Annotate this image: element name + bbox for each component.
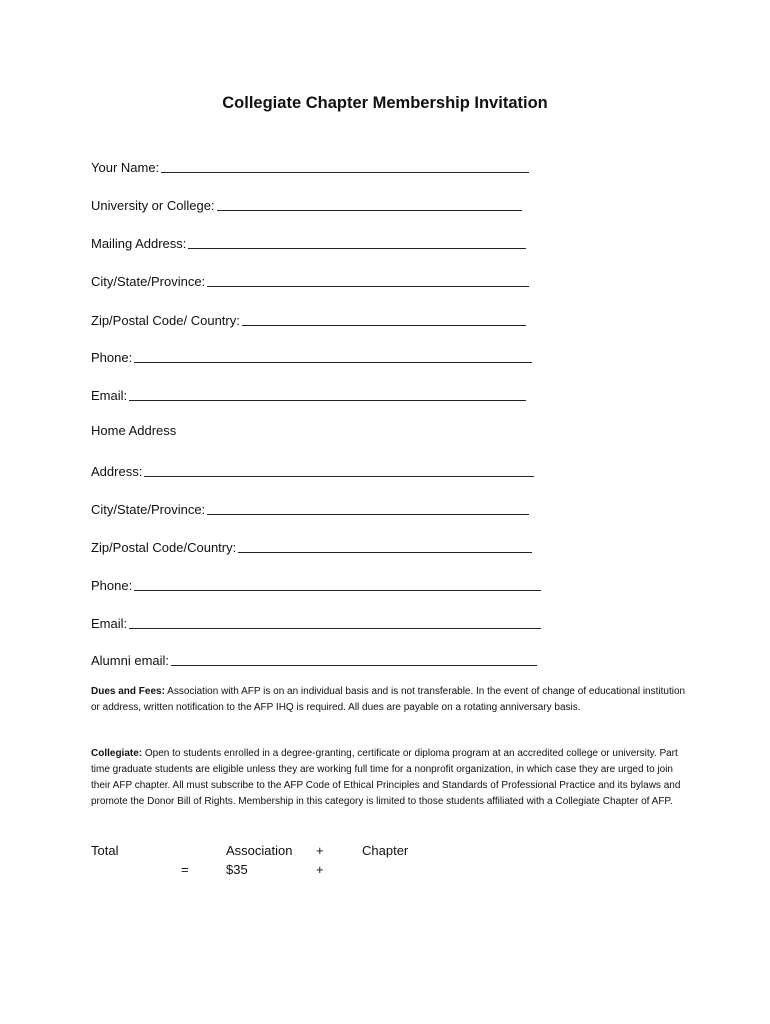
field-label: City/State/Province:	[91, 274, 206, 289]
field-label: Your Name:	[91, 160, 160, 175]
equals-sign: =	[181, 862, 189, 877]
your-name-input[interactable]	[161, 158, 529, 173]
collegiate-text: Open to students enrolled in a degree-granting, certificate or diploma program at an accredited college or university. Part time graduate students are eligible unless they are working full time for a nonprofit organization, in which case they are urged to join their AFP chapter. All must subscribe to the AFP Code of Ethical Principles and Standards of Professional Practice and its bylaws and promote the Donor Bill of Rights. Membership in this category is limited to those students affiliated with a Collegiate Chapter of AFP.	[91, 748, 681, 807]
dues-text: Association with AFP is on an individual basis and is not transferable. In the event of change of educational institution or address, written notification to the AFP IHQ is required. All dues are payable on a rotating anniversary basis.	[91, 686, 686, 713]
field-label: Zip/Postal Code/ Country:	[91, 313, 240, 328]
plus-sign: +	[316, 843, 324, 858]
email-input[interactable]	[129, 386, 526, 401]
university-input[interactable]	[217, 196, 522, 211]
phone-input[interactable]	[134, 348, 532, 363]
field-label: Mailing Address:	[91, 236, 187, 251]
home-zip-postal-country-field[interactable]	[91, 535, 532, 555]
dues-and-fees-paragraph	[91, 684, 691, 716]
city-state-province-field[interactable]	[91, 269, 529, 289]
phone-field[interactable]	[91, 345, 532, 365]
zip-postal-country-input[interactable]	[242, 311, 526, 326]
home-address-field[interactable]	[91, 459, 534, 479]
alumni-email-field[interactable]	[91, 648, 537, 668]
home-zip-postal-country-input[interactable]	[238, 538, 532, 553]
collegiate-paragraph	[91, 746, 691, 810]
field-label: Address:	[91, 464, 143, 479]
total-label: Total	[91, 843, 119, 858]
home-phone-input[interactable]	[134, 576, 541, 591]
home-phone-field[interactable]	[91, 573, 541, 593]
field-label: Zip/Postal Code/Country:	[91, 540, 237, 555]
association-amount: $35	[226, 862, 248, 877]
university-field[interactable]	[91, 193, 522, 213]
field-label: Phone:	[91, 578, 133, 593]
chapter-label: Chapter	[362, 843, 409, 858]
field-label: City/State/Province:	[91, 502, 206, 517]
plus-sign: +	[316, 862, 324, 877]
field-label: Email:	[91, 388, 128, 403]
city-state-province-input[interactable]	[207, 272, 529, 287]
home-email-input[interactable]	[129, 614, 541, 629]
alumni-email-input[interactable]	[171, 651, 537, 666]
home-city-state-province-field[interactable]	[91, 497, 529, 517]
association-label: Association	[226, 843, 293, 858]
home-email-field[interactable]	[91, 611, 541, 631]
field-label: Phone:	[91, 350, 133, 365]
field-label: Alumni email:	[91, 653, 170, 668]
collegiate-heading: Collegiate:	[91, 748, 143, 759]
dues-heading: Dues and Fees:	[91, 686, 165, 697]
mailing-address-field[interactable]	[91, 231, 526, 251]
home-city-state-province-input[interactable]	[207, 500, 529, 515]
field-label: University or College:	[91, 198, 215, 213]
field-label: Email:	[91, 616, 128, 631]
email-field[interactable]	[91, 383, 526, 403]
home-address-input[interactable]	[144, 462, 534, 477]
mailing-address-input[interactable]	[188, 234, 526, 249]
home-address-heading: Home Address	[91, 423, 177, 438]
page-title: Collegiate Chapter Membership Invitation	[222, 94, 548, 112]
zip-postal-country-field[interactable]	[91, 308, 526, 328]
your-name-field[interactable]	[91, 155, 529, 175]
